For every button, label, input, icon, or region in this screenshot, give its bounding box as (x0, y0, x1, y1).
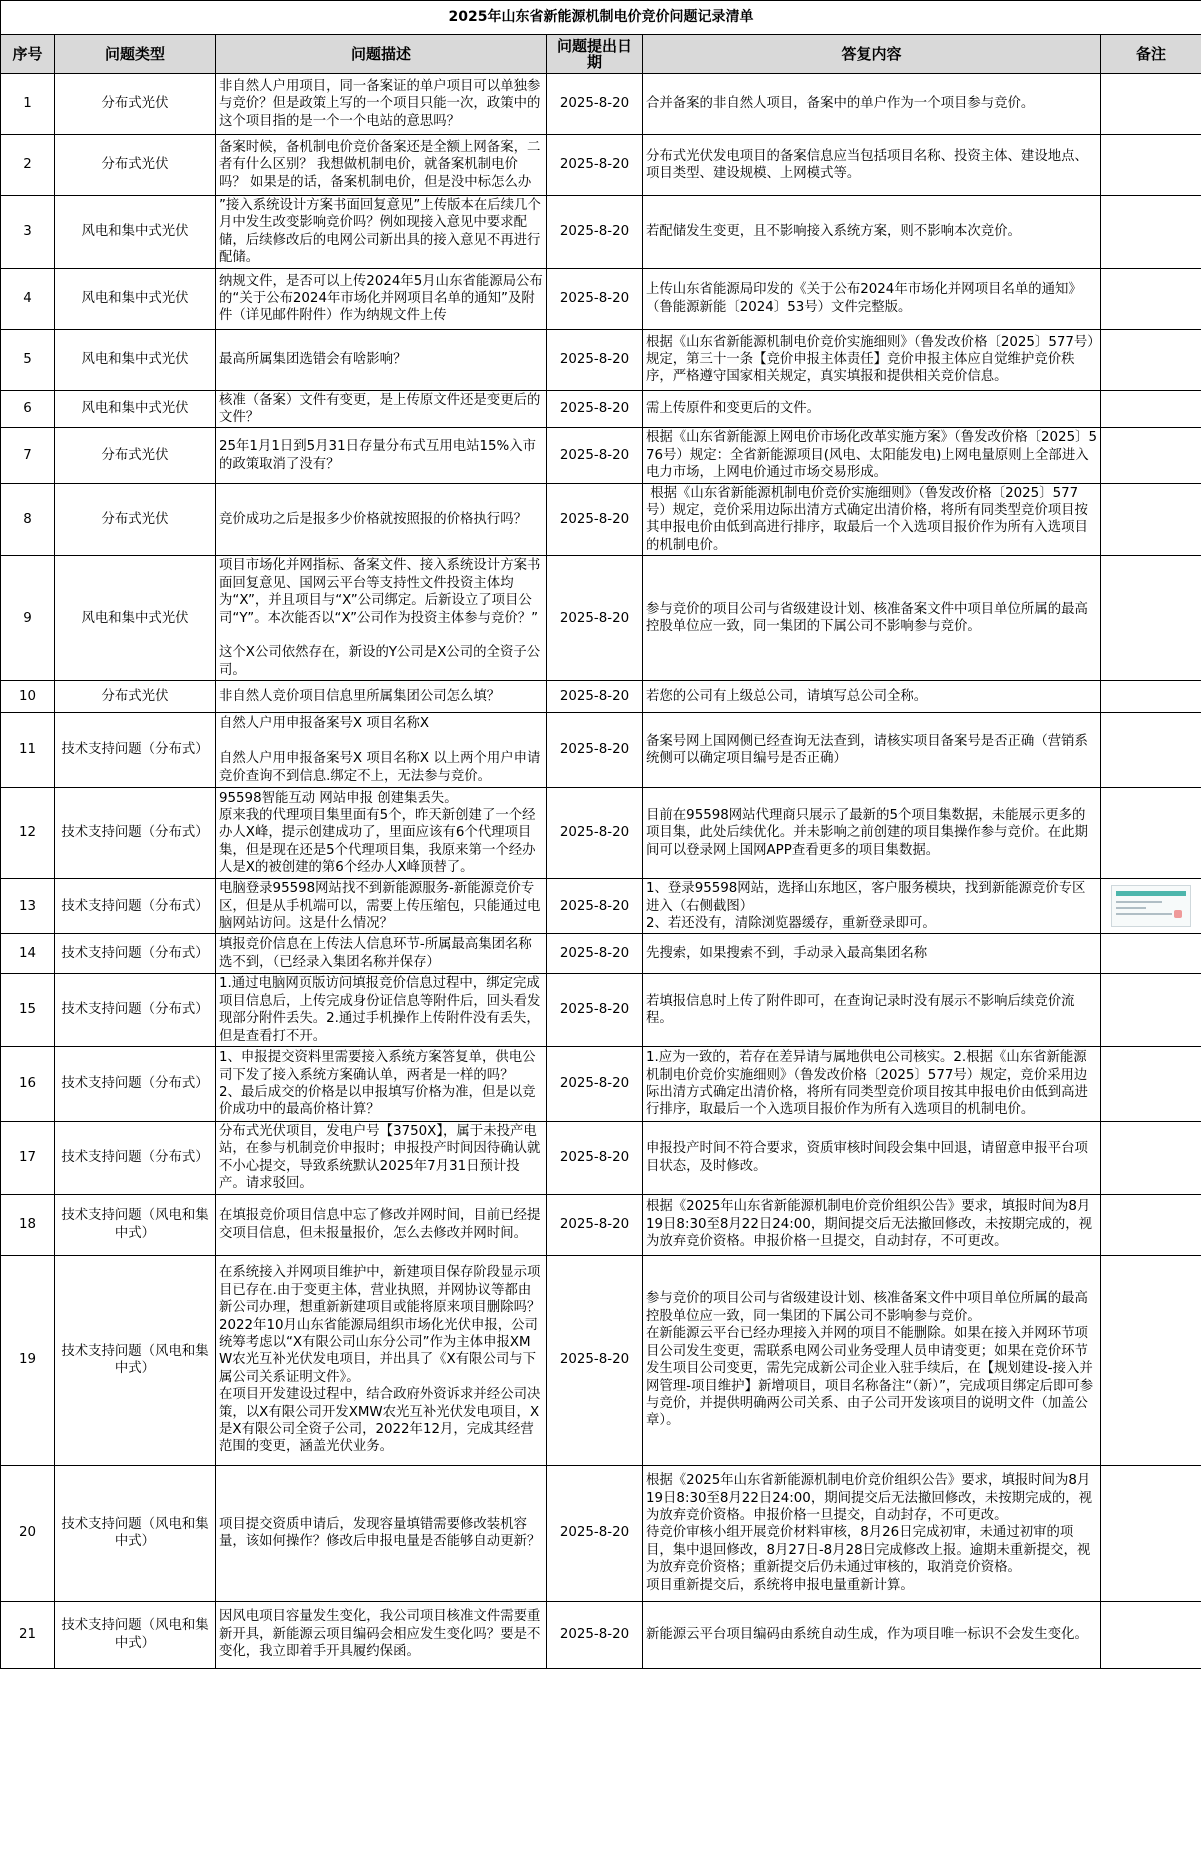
issue-type-cell[interactable]: 风电和集中式光伏 (55, 329, 216, 390)
row-number-cell[interactable]: 17 (1, 1121, 55, 1194)
issue-description-cell[interactable]: 1.通过电脑网页版访问填报竞价信息过程中，绑定完成项目信息后，上传完成身份证信息等附件后，回头看发现部分附件丢失。2.通过手机操作上传附件没有丢失，但是查看打不开。 (216, 974, 547, 1047)
table-row (1, 713, 1201, 788)
remark-cell[interactable] (1101, 428, 1201, 483)
issue-date-cell[interactable]: 2025-8-20 (547, 329, 643, 390)
answer-cell[interactable]: 根据《山东省新能源机制电价竞价实施细则》（鲁发改价格〔2025〕577号）规定，竞价采用边际出清方式确定出清价格，将所有同类型竞价项目按其申报电价由低到高进行排序，取最后一个入选项目报价作为所有入选项目的机制电价。 (643, 483, 1101, 556)
issue-date-cell[interactable]: 2025-8-20 (547, 135, 643, 196)
answer-cell[interactable]: 合并备案的非自然人项目，备案中的单户作为一个项目参与竞价。 (643, 74, 1101, 135)
issue-type-cell[interactable]: 技术支持问题（分布式） (55, 934, 216, 974)
answer-cell[interactable]: 新能源云平台项目编码由系统自动生成，作为项目唯一标识不会发生变化。 (643, 1601, 1101, 1668)
issue-type-cell[interactable]: 分布式光伏 (55, 681, 216, 713)
issue-type-cell[interactable]: 分布式光伏 (55, 428, 216, 483)
remark-cell[interactable] (1101, 1465, 1201, 1601)
table-row (1, 390, 1201, 428)
issue-description-cell[interactable]: 自然人户用申报备案号X 项目名称X 自然人户用申报备案号X 项目名称X 以上两个用户申请竞价查询不到信息.绑定不上，无法参与竞价。 (216, 713, 547, 788)
issue-description-cell[interactable]: 最高所属集团选错会有啥影响？ (216, 329, 547, 390)
issue-type-cell[interactable]: 分布式光伏 (55, 483, 216, 556)
issue-type-cell[interactable]: 技术支持问题（分布式） (55, 1046, 216, 1121)
table-row (1, 329, 1201, 390)
remark-cell[interactable] (1101, 1046, 1201, 1121)
issue-date-cell[interactable]: 2025-8-20 (547, 1601, 643, 1668)
table-row (1, 196, 1201, 269)
header-date[interactable]: 问题提出日期 (547, 35, 643, 74)
table-row (1, 1601, 1201, 1668)
answer-cell[interactable]: 参与竞价的项目公司与省级建设计划、核准备案文件中项目单位所属的最高控股单位应一致，同一集团的下属公司不影响参与竞价。 在新能源云平台已经办理接入并网的项目不能删除。如果在接入并网环节项目公司发生变更，需联系电网公司业务受理人员申请变更；如果在竞价环节发生项目公司变更，需先完成新公司企业入驻手续后，在【规划建设-接入并网管理-项目维护】新增项目，项目名称备注“（新）”，完成项目绑定后即可参与竞价，并提供明确两公司关系、由子公司开发该项目的说明文件（加盖公章）。 (643, 1255, 1101, 1465)
remark-cell[interactable] (1101, 681, 1201, 713)
issue-date-cell[interactable]: 2025-8-20 (547, 713, 643, 788)
answer-cell[interactable]: 目前在95598网站代理商只展示了最新的5个项目集数据，未能展示更多的项目集，此处后续优化。并未影响之前创建的项目集操作参与竞价。在此期间可以登录网上国网APP查看更多的项目集数据。 (643, 788, 1101, 879)
row-number-cell[interactable]: 1 (1, 74, 55, 135)
header-no[interactable]: 序号 (1, 35, 55, 74)
answer-cell[interactable]: 若您的公司有上级总公司，请填写总公司全称。 (643, 681, 1101, 713)
issue-type-cell[interactable]: 风电和集中式光伏 (55, 556, 216, 681)
answer-cell[interactable]: 根据《2025年山东省新能源机制电价竞价组织公告》要求，填报时间为8月19日8:30至8月22日24:00，期间提交后无法撤回修改，未按期完成的，视为放弃竞价资格。申报价格一旦提交，自动封存，不可更改。 待竞价审核小组开展竞价材料审核，8月26日完成初审，未通过初审的项目，集中退回修改，8月27日-8月28日完成修改上报。逾期未重新提交，视为放弃竞价资格；重新提交后仍未通过审核的，取消竞价资格。 项目重新提交后，系统将申报电量重新计算。 (643, 1465, 1101, 1601)
answer-cell[interactable]: 上传山东省能源局印发的《关于公布2024年市场化并网项目名单的通知》（鲁能源新能〔2024〕53号）文件完整版。 (643, 268, 1101, 329)
issue-date-cell[interactable]: 2025-8-20 (547, 1121, 643, 1194)
issue-description-cell[interactable]: 项目提交资质申请后，发现容量填错需要修改装机容量，该如何操作？修改后申报电量是否能够自动更新？ (216, 1465, 547, 1601)
row-number-cell[interactable]: 12 (1, 788, 55, 879)
remark-cell[interactable] (1101, 135, 1201, 196)
remark-cell[interactable] (1101, 1255, 1201, 1465)
issue-description-cell[interactable]: 核准（备案）文件有变更，是上传原文件还是变更后的文件？ (216, 390, 547, 428)
answer-cell[interactable]: 申报投产时间不符合要求，资质审核时间段会集中回退，请留意申报平台项目状态，及时修改。 (643, 1121, 1101, 1194)
issue-type-cell[interactable]: 风电和集中式光伏 (55, 196, 216, 269)
row-number-cell[interactable]: 7 (1, 428, 55, 483)
row-number-cell[interactable]: 6 (1, 390, 55, 428)
row-number-cell[interactable]: 21 (1, 1601, 55, 1668)
header-row (1, 35, 1201, 74)
remark-cell[interactable] (1101, 879, 1201, 934)
remark-cell[interactable] (1101, 934, 1201, 974)
row-number-cell[interactable]: 19 (1, 1255, 55, 1465)
remark-cell[interactable] (1101, 74, 1201, 135)
issue-description-cell[interactable]: 因风电项目容量发生变化，我公司项目核准文件需要重新开具，新能源云项目编码会相应发生变化吗？要是不变化，我立即着手开具履约保函。 (216, 1601, 547, 1668)
table-row (1, 1121, 1201, 1194)
row-number-cell[interactable]: 9 (1, 556, 55, 681)
remark-cell[interactable] (1101, 329, 1201, 390)
table-row (1, 483, 1201, 556)
issue-type-cell[interactable]: 风电和集中式光伏 (55, 268, 216, 329)
issue-description-cell[interactable]: 非自然人户用项目，同一备案证的单户项目可以单独参与竞价？但是政策上写的一个项目只能一次，政策中的这个项目指的是一个一个电站的意思吗？ (216, 74, 547, 135)
row-number-cell[interactable]: 8 (1, 483, 55, 556)
row-number-cell[interactable]: 15 (1, 974, 55, 1047)
row-number-cell[interactable]: 16 (1, 1046, 55, 1121)
remark-cell[interactable] (1101, 483, 1201, 556)
remark-cell[interactable] (1101, 1194, 1201, 1255)
answer-cell[interactable]: 分布式光伏发电项目的备案信息应当包括项目名称、投资主体、建设地点、项目类型、建设规模、上网模式等。 (643, 135, 1101, 196)
remark-cell[interactable] (1101, 974, 1201, 1047)
row-number-cell[interactable]: 18 (1, 1194, 55, 1255)
issue-date-cell[interactable]: 2025-8-20 (547, 268, 643, 329)
thumb-line (1116, 907, 1146, 909)
issue-description-cell[interactable]: 项目市场化并网指标、备案文件、接入系统设计方案书面回复意见、国网云平台等支持性文件投资主体均为“X”，并且项目与“X”公司绑定。后新设立了项目公司“Y”。本次能否以“X”公司作为投资主体参与竞价？” 这个X公司依然存在，新设的Y公司是X公司的全资子公司。 (216, 556, 547, 681)
table-row (1, 556, 1201, 681)
thumb-line (1116, 913, 1172, 915)
table-row (1, 879, 1201, 934)
issue-description-cell[interactable]: 竞价成功之后是报多少价格就按照报的价格执行吗？ (216, 483, 547, 556)
table-row (1, 1194, 1201, 1255)
header-desc[interactable]: 问题描述 (216, 35, 547, 74)
issue-date-cell[interactable]: 2025-8-20 (547, 1465, 643, 1601)
issue-description-cell[interactable]: 备案时候，备机制电价竞价备案还是全额上网备案，二者有什么区别？ 我想做机制电价，就备案机制电价吗？ 如果是的话，备案机制电价，但是没中标怎么办 (216, 135, 547, 196)
answer-cell[interactable]: 先搜索，如果搜索不到，手动录入最高集团名称 (643, 934, 1101, 974)
table-row (1, 428, 1201, 483)
issue-type-cell[interactable]: 技术支持问题（风电和集中式） (55, 1255, 216, 1465)
row-number-cell[interactable]: 11 (1, 713, 55, 788)
issue-description-cell[interactable]: 非自然人竞价项目信息里所属集团公司怎么填？ (216, 681, 547, 713)
row-number-cell[interactable]: 10 (1, 681, 55, 713)
issue-type-cell[interactable]: 风电和集中式光伏 (55, 390, 216, 428)
answer-cell[interactable]: 根据《2025年山东省新能源机制电价竞价组织公告》要求，填报时间为8月19日8:30至8月22日24:00，期间提交后无法撤回修改，未按期完成的，视为放弃竞价资格。申报价格一旦提交，自动封存，不可更改。 (643, 1194, 1101, 1255)
header-remark[interactable]: 备注 (1101, 35, 1201, 74)
row-number-cell[interactable]: 2 (1, 135, 55, 196)
issue-description-cell[interactable]: ”接入系统设计方案书面回复意见”上传版本在后续几个月中发生改变影响竞价吗？例如现接入意见中要求配储，后续修改后的电网公司新出具的接入意见不再进行配储。 (216, 196, 547, 269)
issue-date-cell[interactable]: 2025-8-20 (547, 428, 643, 483)
issue-date-cell[interactable]: 2025-8-20 (547, 974, 643, 1047)
issue-description-cell[interactable]: 1、申报提交资料里需要接入系统方案答复单，供电公司下发了接入系统方案确认单，两者是一样的吗？ 2、最后成交的价格是以申报填写价格为准，但是以竞价成功中的最高价格计算？ (216, 1046, 547, 1121)
issue-date-cell[interactable]: 2025-8-20 (547, 483, 643, 556)
issue-type-cell[interactable]: 技术支持问题（分布式） (55, 879, 216, 934)
issue-type-cell[interactable]: 分布式光伏 (55, 74, 216, 135)
issue-date-cell[interactable]: 2025-8-20 (547, 1046, 643, 1121)
remark-cell[interactable] (1101, 268, 1201, 329)
header-type[interactable]: 问题类型 (55, 35, 216, 74)
row-number-cell[interactable]: 14 (1, 934, 55, 974)
table-row (1, 135, 1201, 196)
row-number-cell[interactable]: 5 (1, 329, 55, 390)
answer-cell[interactable]: 根据《山东省新能源上网电价市场化改革实施方案》（鲁发改价格〔2025〕576号）规定：全省新能源项目(风电、太阳能发电)上网电量原则上全部进入电力市场，上网电价通过市场交易形成。 (643, 428, 1101, 483)
answer-cell[interactable]: 需上传原件和变更后的文件。 (643, 390, 1101, 428)
row-number-cell[interactable]: 3 (1, 196, 55, 269)
remark-cell[interactable] (1101, 390, 1201, 428)
issue-date-cell[interactable]: 2025-8-20 (547, 196, 643, 269)
issue-description-cell[interactable]: 25年1月1日到5月31日存量分布式互用电站15%入市的政策取消了没有？ (216, 428, 547, 483)
issue-description-cell[interactable]: 填报竞价信息在上传法人信息环节-所属最高集团名称选不到，（已经录入集团名称并保存） (216, 934, 547, 974)
remark-cell[interactable] (1101, 1601, 1201, 1668)
issue-type-cell[interactable]: 技术支持问题（风电和集中式） (55, 1465, 216, 1601)
answer-cell[interactable]: 参与竞价的项目公司与省级建设计划、核准备案文件中项目单位所属的最高控股单位应一致，同一集团的下属公司不影响参与竞价。 (643, 556, 1101, 681)
table-row (1, 681, 1201, 713)
answer-cell[interactable]: 若配储发生变更，且不影响接入系统方案，则不影响本次竞价。 (643, 196, 1101, 269)
table-row (1, 1465, 1201, 1601)
issue-date-cell[interactable]: 2025-8-20 (547, 879, 643, 934)
table-row (1, 1255, 1201, 1465)
issue-description-cell[interactable]: 在系统接入并网项目维护中，新建项目保存阶段显示项目已存在.由于变更主体，营业执照，并网协议等都由新公司办理，想重新新建项目或能将原来项目删除吗？ 2022年10月山东省能源局组织市场化光伏申报，公司统筹考虑以“X有限公司山东分公司”作为主体申报XMW农光互补光伏发电项目，并出具了《X有限公司与下属公司关系证明文件》。 在项目开发建设过程中，结合政府外资诉求并经公司决策，以X有限公司开发XMW农光互补光伏发电项目，X是X有限公司全资子公司，2022年12月，完成其经营范围的变更，涵盖光伏业务。 (216, 1255, 547, 1465)
issue-description-cell[interactable]: 电脑登录95598网站找不到新能源服务-新能源竞价专区，但是从手机端可以，需要上传压缩包，只能通过电脑网站访问。这是什么情况？ (216, 879, 547, 934)
remark-cell[interactable] (1101, 1121, 1201, 1194)
issue-date-cell[interactable]: 2025-8-20 (547, 74, 643, 135)
row-number-cell[interactable]: 13 (1, 879, 55, 934)
screenshot-thumbnail[interactable] (1111, 885, 1191, 927)
table-row (1, 1046, 1201, 1121)
table-row (1, 934, 1201, 974)
table-row (1, 268, 1201, 329)
remark-cell[interactable] (1101, 788, 1201, 879)
thumb-header-bar (1116, 891, 1186, 896)
row-number-cell[interactable]: 4 (1, 268, 55, 329)
answer-cell[interactable]: 1.应为一致的，若存在差异请与属地供电公司核实。2.根据《山东省新能源机制电价竞价实施细则》（鲁发改价格〔2025〕577号）规定，竞价采用边际出清方式确定出清价格，将所有同类型竞价项目按其申报电价由低到高进行排序，取最后一个入选项目报价作为所有入选项目的机制电价。 (643, 1046, 1101, 1121)
issue-type-cell[interactable]: 技术支持问题（风电和集中式） (55, 1194, 216, 1255)
table-row (1, 74, 1201, 135)
answer-cell[interactable]: 根据《山东省新能源机制电价竞价实施细则》（鲁发改价格〔2025〕577号）规定，第三十一条【竞价申报主体责任】竞价申报主体应自觉维护竞价秩序，严格遵守国家相关规定，真实填报和提供相关竞价信息。 (643, 329, 1101, 390)
answer-cell[interactable]: 1、登录95598网站，选择山东地区，客户服务模块，找到新能源竞价专区进入（右侧截图） 2、若还没有，清除浏览器缓存，重新登录即可。 (643, 879, 1101, 934)
answer-cell[interactable]: 备案号网上国网侧已经查询无法查到，请核实项目备案号是否正确（营销系统侧可以确定项目编号是否正确） (643, 713, 1101, 788)
table-body (1, 74, 1201, 1669)
remark-cell[interactable] (1101, 556, 1201, 681)
issue-type-cell[interactable]: 技术支持问题（分布式） (55, 1121, 216, 1194)
issue-description-cell[interactable]: 纳规文件，是否可以上传2024年5月山东省能源局公布的“关于公布2024年市场化并网项目名单的通知”及附件（详见邮件附件）作为纳规文件上传 (216, 268, 547, 329)
thumb-line (1116, 901, 1162, 903)
issue-date-cell[interactable]: 2025-8-20 (547, 556, 643, 681)
issue-type-cell[interactable]: 技术支持问题（分布式） (55, 974, 216, 1047)
row-number-cell[interactable]: 20 (1, 1465, 55, 1601)
issue-description-cell[interactable]: 在填报竞价项目信息中忘了修改并网时间，目前已经提交项目信息，但未报量报价，怎么去修改并网时间。 (216, 1194, 547, 1255)
table-row (1, 788, 1201, 879)
issue-date-cell[interactable]: 2025-8-20 (547, 788, 643, 879)
issue-date-cell[interactable]: 2025-8-20 (547, 390, 643, 428)
issue-date-cell[interactable]: 2025-8-20 (547, 1194, 643, 1255)
issue-description-cell[interactable]: 分布式光伏项目，发电户号【3750X】，属于未投产电站，在参与机制竞价申报时；申报投产时间因待确认就不小心提交，导致系统默认2025年7月31日预计投产。请求驳回。 (216, 1121, 547, 1194)
issue-type-cell[interactable]: 分布式光伏 (55, 135, 216, 196)
header-answer[interactable]: 答复内容 (643, 35, 1101, 74)
issue-description-cell[interactable]: 95598智能互动 网站申报 创建集丢失。 原来我的代理项目集里面有5个，昨天新创建了一个经办人X峰，提示创建成功了，里面应该有6个代理项目集，但是现在还是5个代理项目集，我原来第一个经办人是X的被创建的第6个经办人X峰顶替了。 (216, 788, 547, 879)
issue-date-cell[interactable]: 2025-8-20 (547, 681, 643, 713)
remark-cell[interactable] (1101, 196, 1201, 269)
issue-type-cell[interactable]: 技术支持问题（分布式） (55, 713, 216, 788)
thumb-highlight (1174, 910, 1182, 918)
issue-date-cell[interactable]: 2025-8-20 (547, 934, 643, 974)
issue-date-cell[interactable]: 2025-8-20 (547, 1255, 643, 1465)
table-row (1, 974, 1201, 1047)
sheet-title: 2025年山东省新能源机制电价竞价问题记录清单 (1, 1, 1201, 35)
answer-cell[interactable]: 若填报信息时上传了附件即可，在查询记录时没有展示不影响后续竞价流程。 (643, 974, 1101, 1047)
issue-type-cell[interactable]: 技术支持问题（风电和集中式） (55, 1601, 216, 1668)
issue-type-cell[interactable]: 技术支持问题（分布式） (55, 788, 216, 879)
remark-cell[interactable] (1101, 713, 1201, 788)
